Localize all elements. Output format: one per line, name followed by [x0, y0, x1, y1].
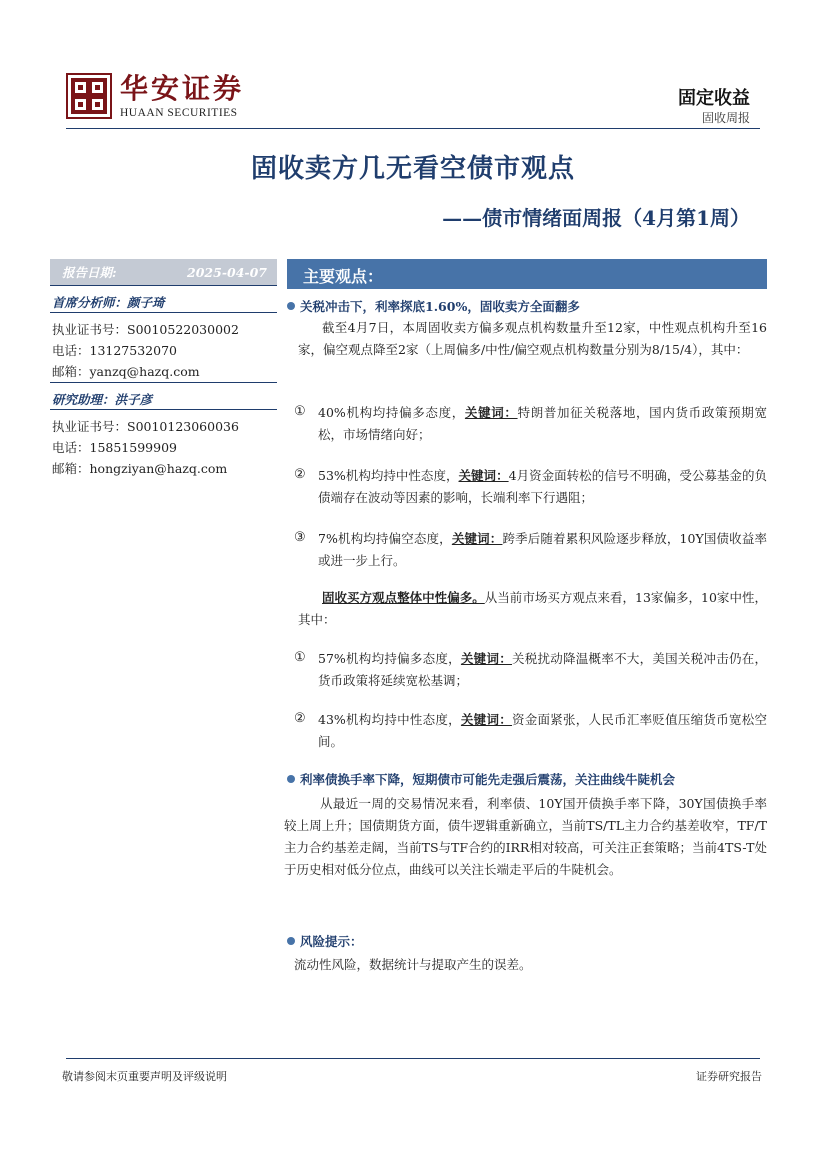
footer-divider — [66, 1058, 760, 1059]
item-number: ① — [294, 404, 306, 419]
list-item: 57%机构均持偏多态度，关键词：关税扰动降温概率不大，美国关税冲击仍在，货币政策将延续宽松基调； — [318, 651, 767, 688]
main-points-title: 主要观点： — [287, 259, 767, 289]
assistant-email: 邮箱：hongziyan@hazq.com — [52, 461, 228, 476]
section-heading-2: 利率债换手率下降，短期债市可能先走强后震荡，关注曲线牛陡机会 — [287, 770, 675, 788]
item-number: ③ — [294, 530, 306, 545]
logo-english-text: HUAAN SECURITIES — [120, 107, 238, 119]
report-date-value: 2025-04-07 — [187, 264, 267, 280]
analyst-cert: 执业证书号：S0010522030002 — [52, 322, 239, 337]
section-2-text: 从最近一周的交易情况来看，利率债、10Y国开债换手率下降，30Y国债换手率较上周上升；国债期货方面，债牛逻辑重新确立，当前TS/TL主力合约基差收窄，TF/T主力合约基差走阔，当前TS与TF合约的IRR相对较高，可关注正套策略；当前4TS-T处于历史相对低分位点，曲线可以关注长端走平后的牛陡机会。 — [284, 796, 767, 877]
list-item: 53%机构均持中性态度，关键词：4月资金面转松的信号不明确，受公募基金的负债端存在波动等因素的影响，长端利率下行遇阻； — [318, 468, 767, 505]
analyst-sidebar — [50, 259, 277, 479]
bullet-icon — [287, 302, 295, 310]
assistant-phone: 电话：15851599909 — [52, 440, 177, 455]
huaan-logo-icon — [66, 73, 112, 119]
report-date-bar — [50, 259, 277, 285]
report-subtitle: ——债市情绪面周报（4月第1周） — [442, 206, 750, 230]
section-heading-3: 风险提示： — [287, 932, 363, 950]
list-item: 43%机构均持中性态度，关键词：资金面紧张，人民币汇率贬值压缩货币宽松空间。 — [318, 712, 767, 749]
risk-text: 流动性风险，数据统计与提取产生的误差。 — [294, 957, 532, 972]
bullet-icon — [287, 937, 295, 945]
bullet-icon — [287, 775, 295, 783]
buyer-view-paragraph: 固收买方观点整体中性偏多。从当前市场买方观点来看，13家偏多，10家中性，其中： — [298, 590, 767, 627]
list-item: 40%机构均持偏多态度，关键词：特朗普加征关税落地，国内货币政策预期宽松，市场情绪向好； — [318, 405, 767, 442]
report-title: 固收卖方几无看空债市观点 — [250, 154, 575, 184]
report-subcategory: 固收周报 — [701, 111, 750, 125]
item-number: ② — [294, 467, 306, 482]
item-number: ① — [294, 650, 306, 665]
header-divider — [66, 128, 760, 129]
section-1-intro: 截至4月7日，本周固收卖方偏多观点机构数量升至12家，中性观点机构升至16家，偏空观点降至2家（上周偏多/中性/偏空观点机构数量分别为8/15/4），其中： — [298, 320, 767, 357]
analyst-email: 邮箱：yanzq@hazq.com — [52, 364, 200, 379]
section-heading-1: 关税冲击下，利率探底1.60%，固收卖方全面翻多 — [287, 297, 580, 315]
logo-chinese-text: 华安证券 — [120, 72, 245, 105]
list-item: 7%机构均持偏空态度，关键词：跨季后随着累积风险逐步释放，10Y国债收益率或进一步上行。 — [318, 531, 767, 568]
analyst-phone: 电话：13127532070 — [52, 343, 177, 358]
report-date-label: 报告日期: — [62, 265, 117, 280]
report-category: 固定收益 — [678, 88, 750, 109]
footer-report-type: 证券研究报告 — [696, 1070, 762, 1083]
item-number: ② — [294, 711, 306, 726]
research-assistant-label: 研究助理：洪子彦 — [52, 392, 153, 407]
chief-analyst-label: 首席分析师：颜子琦 — [52, 295, 165, 310]
footer-disclaimer: 敬请参阅末页重要声明及评级说明 — [62, 1070, 227, 1083]
company-logo — [66, 73, 256, 123]
assistant-cert: 执业证书号：S0010123060036 — [52, 419, 239, 434]
main-points-panel — [287, 259, 767, 289]
